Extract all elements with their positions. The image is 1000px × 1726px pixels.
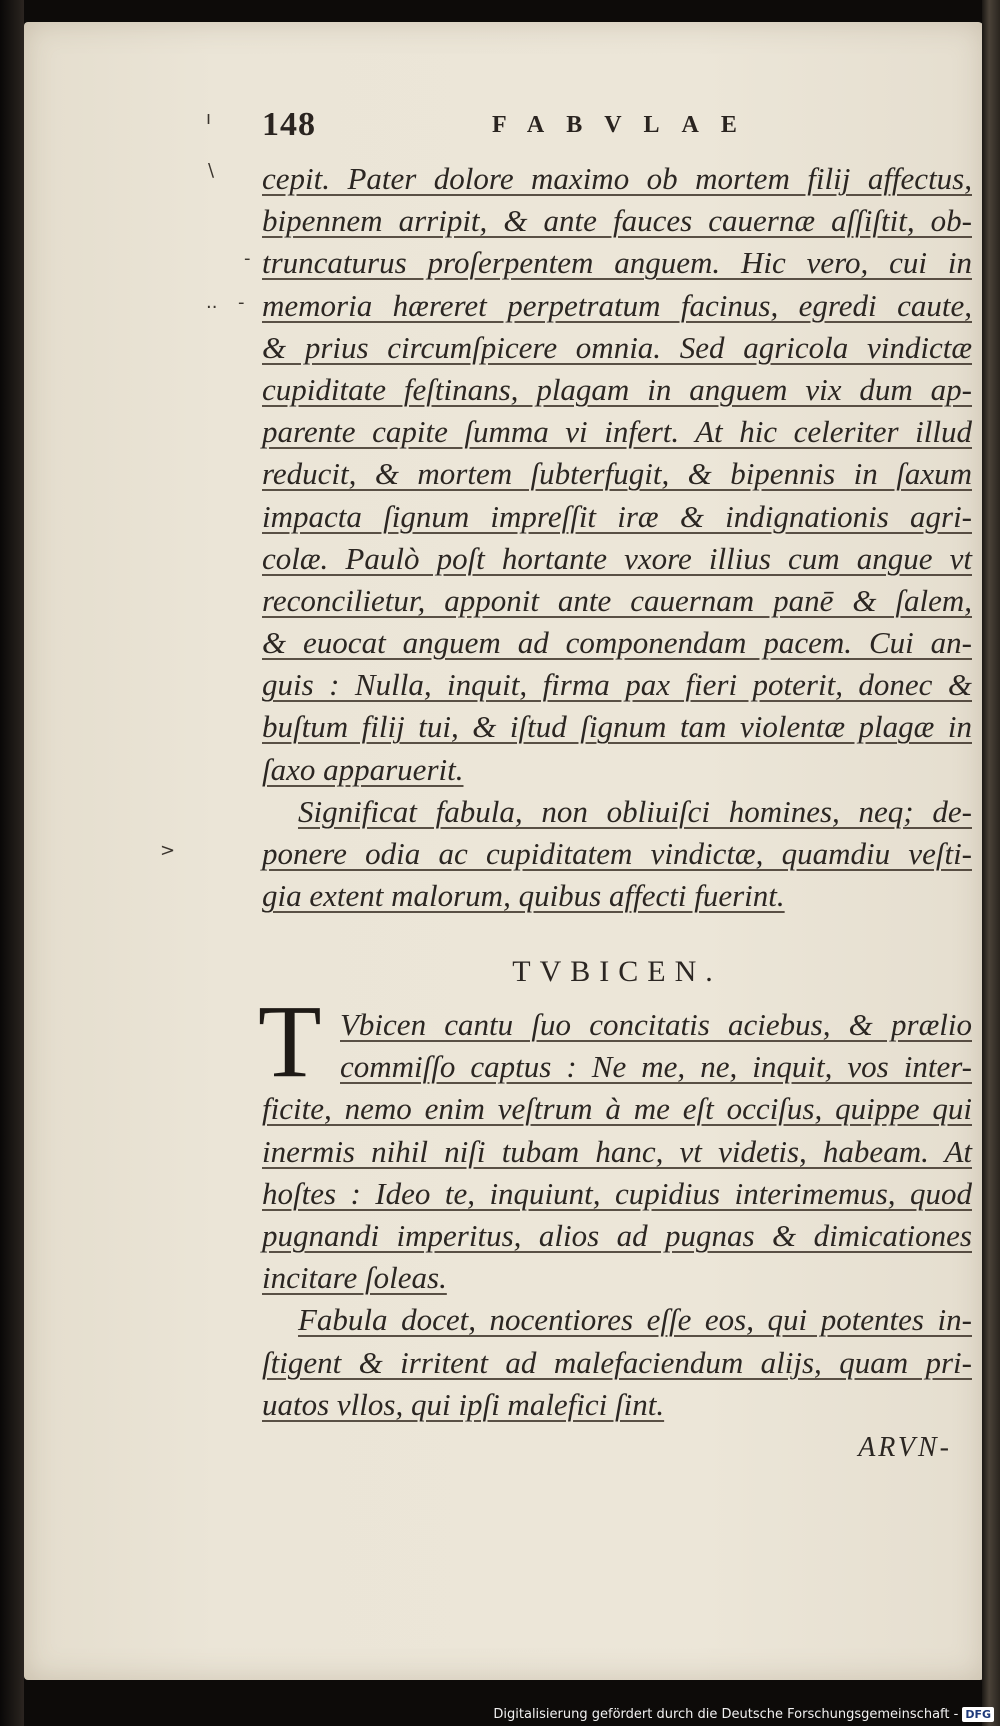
text-line: & prius circumſpicere omnia. Sed agricola vindictæ <box>262 329 972 365</box>
page-header <box>262 106 982 146</box>
fable-one-body <box>262 158 972 917</box>
margin-mark: - <box>238 292 245 313</box>
margin-mark: - <box>244 248 251 269</box>
text-line: reducit, & mortem ſubterfugit, & bipennis in ſaxum <box>262 456 972 492</box>
moral-line: ſtigent & irritent ad malefaciendum alijs, quam pri- <box>262 1344 972 1380</box>
margin-mark: > <box>160 840 176 861</box>
text-line: commiſſo captus : Ne me, ne, inquit, vos inter- <box>340 1049 972 1085</box>
text-line: ſaxo apparuerit. <box>262 751 464 787</box>
text-line: memoria hæreret perpetratum facinus, egredi caute, <box>262 287 972 323</box>
moral-line: Fabula docet, nocentiores eſſe eos, qui potentes in- <box>298 1302 972 1338</box>
digitization-credit <box>493 1707 994 1722</box>
text-line: inermis nihil niſi tubam hanc, vt videtis, habeam. At <box>262 1133 972 1169</box>
text-line: cupiditate feſtinans, plagam in anguem vix dum ap- <box>262 371 972 407</box>
text-line: colæ. Paulò poſt hortante vxore illius cum angue vt <box>262 540 972 576</box>
text-line: hoſtes : Ideo te, inquiunt, cupidius interimemus, quod <box>262 1175 972 1211</box>
text-line: pugnandi imperitus, alios ad pugnas & dimicationes <box>262 1217 972 1253</box>
moral-line: Significat fabula, non obliuiſci homines, neq; de- <box>298 793 972 829</box>
fable-title: TVBICEN. <box>512 955 722 988</box>
text-line: ficite, nemo enim veſtrum à me eſt occiſus, quippe qui <box>262 1091 972 1127</box>
margin-mark: \ <box>208 160 215 181</box>
running-head: FABVLAE <box>492 112 759 138</box>
catchword: ARVN- <box>858 1432 952 1463</box>
text-line: cepit. Pater dolore maximo ob mortem filij affectus, <box>262 161 972 196</box>
text-line: truncaturus proſerpentem anguem. Hic vero, cui in <box>262 245 972 281</box>
text-line: parente capite ſumma vi infert. At hic celeriter illud <box>262 414 972 450</box>
credit-text: Digitalisierung gefördert durch die Deutsche Forschungsgemeinschaft - <box>493 1707 959 1722</box>
margin-mark: .. <box>206 292 218 313</box>
text-line: reconcilietur, apponit ante cauernam panē & ſalem, <box>262 582 972 618</box>
moral-line: ponere odia ac cupiditatem vindictæ, quamdiu veſti- <box>262 836 972 871</box>
text-line: Vbicen cantu ſuo concitatis aciebus, & prælio <box>340 1007 972 1042</box>
margin-mark: ı <box>206 108 212 129</box>
dfg-logo: DFG <box>962 1707 994 1722</box>
page-edge <box>982 0 1000 1726</box>
text-line: buſtum filij tui, & iſtud ſignum tam violentæ plagæ in <box>262 709 972 745</box>
text-line: & euocat anguem ad componendam pacem. Cui an- <box>262 625 972 661</box>
moral-line: uatos vllos, qui ipſi malefici ſint. <box>262 1386 665 1422</box>
drop-cap: T <box>258 984 322 1099</box>
book-spine <box>0 0 24 1726</box>
page-number: 148 <box>262 106 316 143</box>
text-line: impacta ſignum impreſſit iræ & indignationis agri- <box>262 498 972 534</box>
text-line: bipennem arripit, & ante fauces cauernæ aſſiſtit, ob- <box>262 203 972 239</box>
moral-line: gia extent malorum, quibus affecti fuerint. <box>262 878 785 914</box>
text-line: guis : Nulla, inquit, firma pax fieri poterit, donec & <box>262 667 972 703</box>
text-line: incitare ſoleas. <box>262 1260 447 1296</box>
fable-two-body <box>262 1004 972 1426</box>
